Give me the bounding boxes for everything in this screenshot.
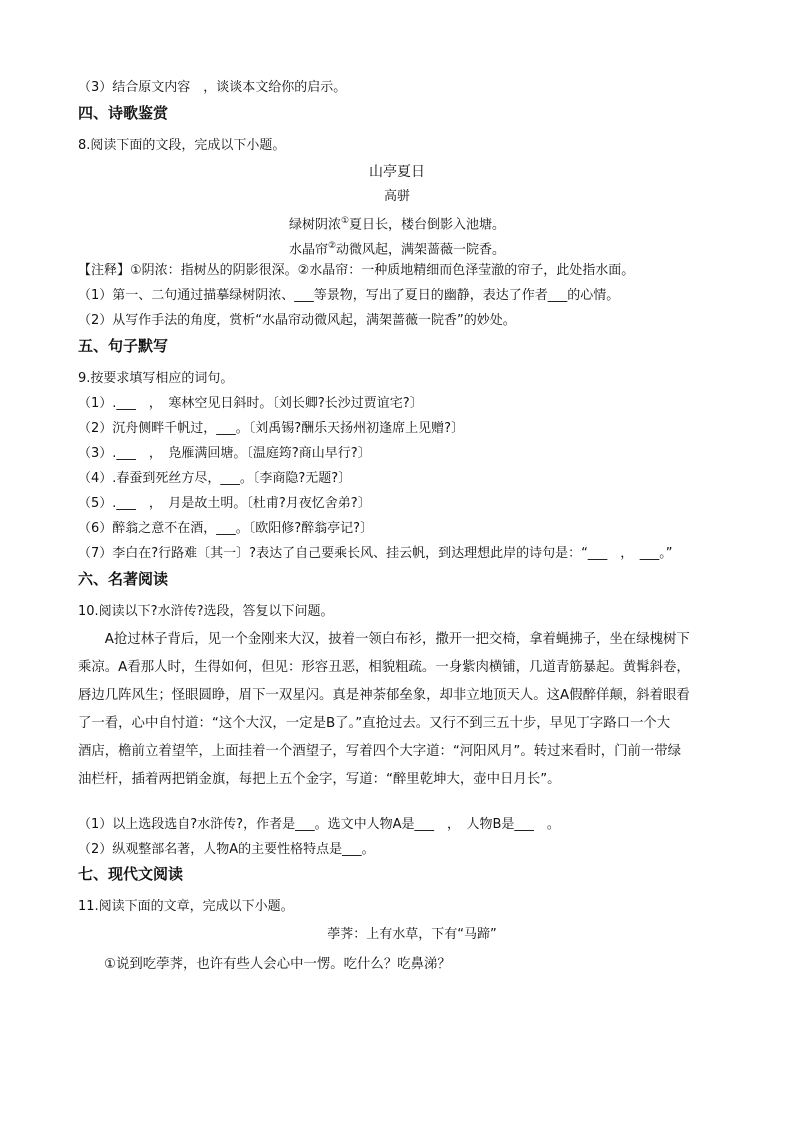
- passage-line: 了一看，心中自忖道：“这个大汉，一定是B了。”直抢过去。又行不到三五十步，早见丁字路口一个大: [78, 716, 671, 731]
- passage-line: 唇边几阵风生；怪眼圆睁，眉下一双星闪。真是神荼郁垒象，却非立地顶天人。这A假醉佯颠，斜着眼看: [78, 688, 690, 703]
- question-10-prompt: 10.阅读以下?水浒传?选段，答复以下问题。: [78, 604, 334, 619]
- poem-title: 山亭夏日: [369, 164, 425, 180]
- section-heading-modern-reading: 七、现代文阅读: [78, 865, 184, 883]
- poem-line-2: [0, 237, 794, 259]
- question-11-prompt: 11.阅读下面的文章，完成以下小题。: [78, 899, 294, 914]
- question-9-item-5: （5）.___ ， 月是故土明。〔杜甫?月夜忆舍弟?〕: [78, 496, 371, 511]
- question-9-item-2: （2）沉舟侧畔千帆过，___。〔刘禹锡?酬乐天扬州初逢席上见赠?〕: [78, 421, 465, 436]
- article-paragraph-1: ①说到吃荸荠，也许有些人会心中一愣。吃什么？吃鼻涕？: [104, 957, 451, 972]
- passage-line: 酒店，檐前立着望竿，上面挂着一个酒望子，写着四个大字道：“河阳风月”。转过来看时，门前一带绿: [78, 744, 682, 759]
- passage-line: A抢过林子背后，见一个金刚来大汉，披着一领白布衫，撒开一把交椅，拿着蝇拂子，坐在绿槐树下: [104, 632, 690, 647]
- passage-line: 乘凉。A看那人时，生得如何，但见：形容丑恶，相貌粗疏。一身紫肉横铺，几道青筋暴起。黄髯斜卷，: [78, 660, 690, 675]
- question-9-item-4: （4）.春蚕到死丝方尽，___。〔李商隐?无题?〕: [78, 471, 352, 486]
- question-8-1: （1）第一、二句通过描摹绿树阴浓、___等景物，写出了夏日的幽静，表达了作者___的心情。: [78, 288, 620, 303]
- section-heading-poetry: 四、诗歌鉴赏: [78, 104, 169, 122]
- question-10-2: （2）纵观整部名著，人物A的主要性格特点是___。: [78, 842, 375, 857]
- section-heading-classics: 六、名著阅读: [78, 570, 169, 588]
- poem-note: 【注释】①阴浓：指树丛的阴影很深。②水晶帘：一种质地精细而色泽莹澈的帘子，此处指水面。: [78, 263, 635, 278]
- question-9-item-7: （7）李白在?行路难〔其一〕?表达了自己要乘长风、挂云帆，到达理想此岸的诗句是：“___ ， ___。”: [78, 546, 673, 561]
- poem-line-2-part-b: 动微风起，满架蔷薇一院香。: [336, 242, 506, 258]
- poem-author: 高骈: [383, 189, 410, 204]
- annotation-mark-1: ①: [340, 216, 350, 226]
- question-8-2: （2）从写作手法的角度，赏析“水晶帘动微风起，满架蔷薇一院香”的妙处。: [78, 313, 516, 328]
- poem-line-1-part-a: 绿树阴浓: [288, 217, 341, 233]
- section-heading-dictation: 五、句子默写: [78, 337, 169, 355]
- question-7-3: （3）结合原文内容 ，谈谈本文给你的启示。: [78, 80, 347, 95]
- question-9-item-1: （1）.___ ， 寒林空见日斜时。〔刘长卿?长沙过贾谊宅?〕: [78, 396, 423, 411]
- question-9-item-3: （3）.___ ， 凫雁满回塘。〔温庭筠?商山早行?〕: [78, 446, 371, 461]
- question-10-1: （1）以上选段选自?水浒传?，作者是___。选文中人物A是___ ， 人物B是___ 。: [78, 817, 560, 832]
- passage-line: 油栏杆，插着两把销金旗，每把上五个金字，写道：“醉里乾坤大，壶中日月长”。: [78, 772, 561, 787]
- passage-water-margin: [78, 626, 718, 794]
- question-8-prompt: 8.阅读下面的文段，完成以下小题。: [78, 138, 286, 153]
- annotation-mark-2: ②: [327, 241, 337, 251]
- question-9-prompt: 9.按要求填写相应的词句。: [78, 371, 234, 386]
- poem-line-1-part-b: 夏日长，楼台倒影入池塘。: [349, 217, 506, 233]
- poem-line-2-part-a: 水晶帘: [288, 242, 328, 258]
- question-9-item-6: （6）醉翁之意不在酒，___。〔欧阳修?醉翁亭记?〕: [78, 521, 374, 536]
- poem-line-1: [0, 212, 794, 234]
- article-title: 荸荠：上有水草，下有“马蹄”: [327, 927, 497, 942]
